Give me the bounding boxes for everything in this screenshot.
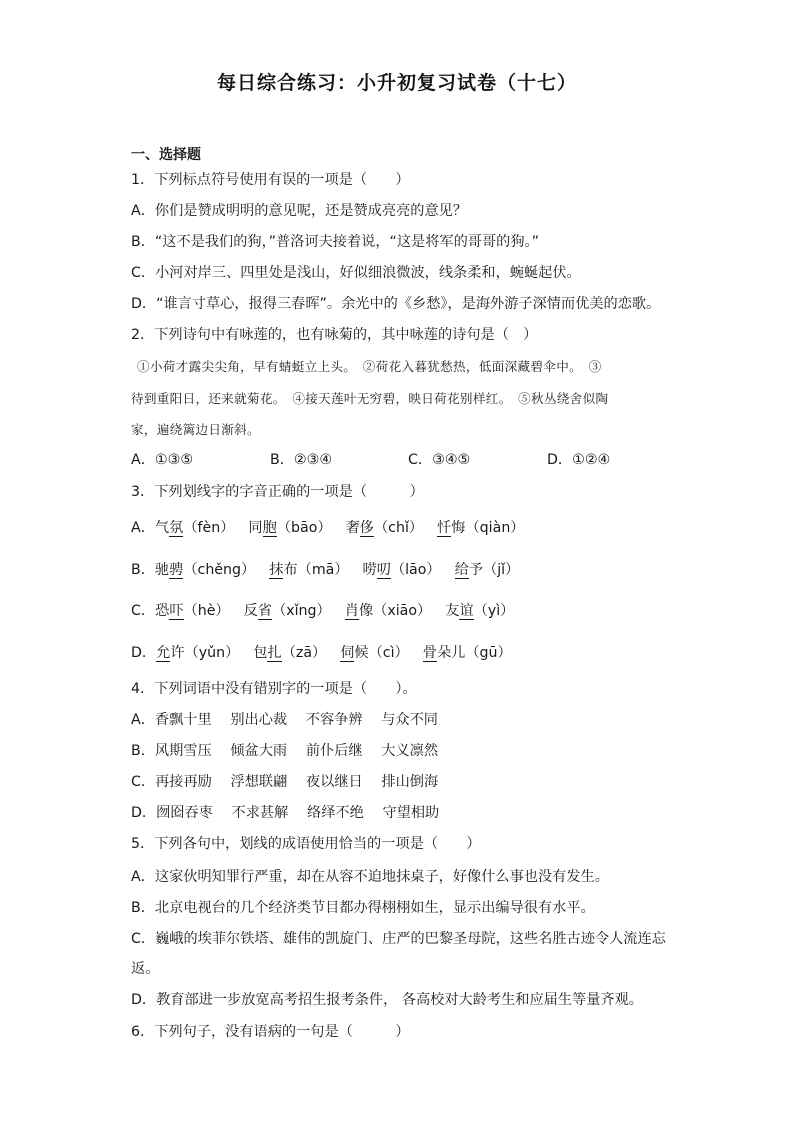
question-1-option-d: D．“谁言寸草心，报得三春晖”。余光中的《乡愁》，是海外游子深情而优美的恋歌。 bbox=[131, 296, 661, 312]
pinyin-item: 抹布（mā） bbox=[269, 562, 349, 578]
question-2-option-d: D．①②④ bbox=[547, 452, 611, 468]
pinyin-item: 唠叨（lāo） bbox=[362, 562, 441, 578]
question-1-option-c: C．小河对岸三、四里处是浅山，好似细浪微波，线条柔和，蜿蜒起伏。 bbox=[131, 265, 581, 281]
question-2-poem-line-1: ①小荷才露尖尖角，早有蜻蜓立上头。 ②荷花入暮犹愁热，低面深藏碧伞中。 ③ bbox=[137, 359, 602, 374]
question-4-option-b: B．风期雪压 倾盆大雨 前仆后继 大义凛然 bbox=[131, 743, 439, 759]
question-5-stem: 5．下列各句中，划线的成语使用恰当的一项是（ ） bbox=[131, 836, 481, 852]
pinyin-item: 包扎（zā） bbox=[253, 645, 327, 661]
question-6-stem: 6．下列句子，没有语病的一句是（ ） bbox=[131, 1024, 410, 1040]
question-2-stem: 2．下列诗句中有咏莲的，也有咏菊的，其中咏莲的诗句是（ ） bbox=[131, 327, 538, 343]
question-2-poem-line-3: 家，遍绕篱边日渐斜。 bbox=[131, 422, 260, 437]
pinyin-item: 给予（jǐ） bbox=[454, 562, 520, 578]
pinyin-item: 气氛（fèn） bbox=[154, 520, 235, 536]
pinyin-item: 同胞（bāo） bbox=[248, 520, 332, 536]
option-letter: A． bbox=[131, 520, 155, 536]
option-letter: B． bbox=[131, 562, 155, 578]
question-3-option-c bbox=[131, 601, 514, 621]
question-5-option-c: C．巍峨的埃菲尔铁塔、雄伟的凯旋门、庄严的巴黎圣母院，这些名胜古迹令人流连忘 bbox=[131, 931, 666, 947]
pinyin-item: 肖像（xiāo） bbox=[344, 603, 432, 619]
pinyin-item: 友谊（yì） bbox=[445, 603, 515, 619]
question-2-option-b: B．②③④ bbox=[270, 452, 333, 468]
pinyin-item: 允许（yǔn） bbox=[156, 645, 240, 661]
question-5-option-a: A．这家伙明知罪行严重，却在从容不迫地抹桌子，好像什么事也没有发生。 bbox=[131, 869, 609, 885]
option-letter: C． bbox=[131, 603, 156, 619]
option-letter: D． bbox=[131, 645, 157, 661]
question-5-option-c-continued: 返。 bbox=[131, 961, 160, 977]
question-5-option-d: D．教育部进一步放宽高考招生报考条件， 各高校对大龄考生和应届生等量齐观。 bbox=[131, 992, 643, 1008]
pinyin-item: 恐吓（hè） bbox=[155, 603, 230, 619]
question-3-option-a bbox=[131, 518, 525, 538]
question-3-option-b bbox=[131, 560, 519, 580]
section-heading: 一、选择题 bbox=[131, 147, 201, 163]
question-4-option-a: A．香飘十里 别出心裁 不容争辨 与众不同 bbox=[131, 712, 438, 728]
question-2-poem-line-2: 待到重阳日，还来就菊花。 ④接天莲叶无穷碧，映日荷花别样红。 ⑤秋丛绕舍似陶 bbox=[131, 391, 609, 406]
question-4-option-d: D．囫囵吞枣 不求甚解 络绎不绝 守望相助 bbox=[131, 805, 440, 821]
question-4-option-c: C．再接再励 浮想联翩 夜以继日 排山倒海 bbox=[131, 774, 439, 790]
pinyin-item: 反省（xǐng） bbox=[243, 603, 331, 619]
pinyin-item: 忏悔（qiàn） bbox=[437, 520, 525, 536]
question-1-option-b: B．“这不是我们的狗，”普洛诃夫接着说，“这是将军的哥哥的狗。” bbox=[131, 234, 539, 250]
question-3-stem: 3．下列划线字的字音正确的一项是（ ） bbox=[131, 484, 424, 500]
question-3-option-d bbox=[131, 643, 512, 663]
question-2-option-c: C．③④⑤ bbox=[408, 452, 471, 468]
pinyin-item: 奢侈（chǐ） bbox=[345, 520, 424, 536]
question-5-option-b: B．北京电视台的几个经济类节目都办得栩栩如生，显示出编导很有水平。 bbox=[131, 900, 595, 916]
question-4-stem: 4．下列词语中没有错别字的一项是（ ）。 bbox=[131, 681, 417, 697]
page-title: 每日综合练习：小升初复习试卷（十七） bbox=[216, 72, 577, 94]
pinyin-item: 骨朵儿（gū） bbox=[422, 645, 512, 661]
question-2-option-a: A．①③⑤ bbox=[131, 452, 194, 468]
pinyin-item: 驰骋（chěng） bbox=[154, 562, 256, 578]
question-1-stem: 1．下列标点符号使用有误的一项是（ ） bbox=[131, 172, 410, 188]
pinyin-item: 伺候（cì） bbox=[340, 645, 409, 661]
question-1-option-a: A．你们是赞成明明的意见呢，还是赞成亮亮的意见？ bbox=[131, 203, 468, 219]
